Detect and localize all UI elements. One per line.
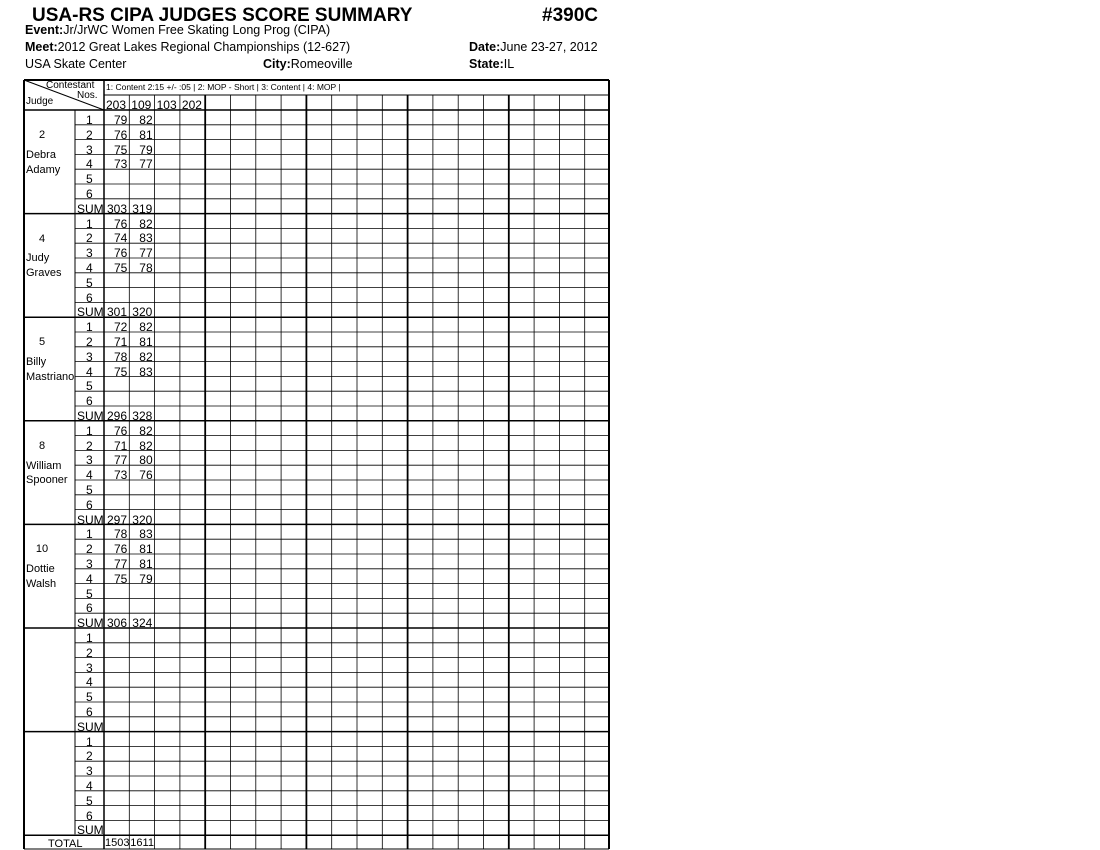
criteria-row-number: 5 — [86, 793, 93, 808]
judge-number: 4 — [38, 232, 46, 245]
judge-last-name: Walsh — [26, 578, 57, 591]
criteria-row-number: 3 — [86, 142, 93, 157]
score-value: 77 — [114, 453, 128, 468]
criteria-row-number: 5 — [86, 586, 93, 601]
criteria-row-number: 1 — [86, 320, 93, 335]
criteria-row-number: 6 — [86, 290, 93, 305]
sum-value: 324 — [132, 616, 153, 631]
criteria-row-number: 5 — [86, 690, 93, 705]
contestant-number: 202 — [181, 98, 202, 112]
sum-label: SUM — [77, 823, 104, 838]
judge-info — [26, 232, 61, 282]
score-value: 82 — [139, 320, 153, 335]
total-value: 1611 — [130, 837, 154, 850]
judge-first-name: William — [26, 459, 62, 472]
judge-info — [26, 335, 74, 385]
event-label: Event: — [25, 23, 64, 37]
criteria-row-number: 1 — [86, 113, 93, 127]
venue: USA Skate Center — [25, 57, 127, 71]
criteria-row-number: 1 — [86, 423, 93, 438]
score-value: 76 — [114, 246, 128, 261]
judge-info — [26, 128, 60, 178]
sum-label: SUM — [77, 719, 104, 734]
date-label: Date: — [469, 40, 501, 54]
criteria-row-number: 3 — [86, 557, 93, 571]
score-value: 81 — [139, 557, 153, 571]
score-value: 83 — [139, 231, 153, 246]
sum-label: SUM — [77, 616, 104, 631]
sum-value: 297 — [107, 512, 128, 527]
score-value: 77 — [139, 157, 153, 172]
sum-value: 319 — [132, 201, 153, 216]
sum-value: 320 — [132, 512, 153, 527]
criteria-row-number: 1 — [86, 734, 93, 749]
score-value: 82 — [139, 216, 153, 231]
score-value: 71 — [114, 335, 128, 349]
criteria-row-number: 3 — [86, 453, 93, 468]
criteria-row-number: 2 — [86, 438, 93, 453]
state-label: State: — [469, 57, 504, 71]
criteria-row-number: 2 — [86, 335, 93, 349]
sum-value: 296 — [107, 409, 128, 423]
score-value: 78 — [114, 349, 128, 364]
score-value: 73 — [114, 468, 128, 483]
score-value: 75 — [114, 142, 128, 157]
score-value: 83 — [139, 527, 153, 542]
score-value: 82 — [139, 113, 153, 127]
sum-label: SUM — [77, 305, 104, 320]
date-value: June 23-27, 2012 — [500, 40, 598, 54]
criteria-row-number: 6 — [86, 187, 93, 201]
score-value: 82 — [139, 349, 153, 364]
sum-value: 306 — [107, 616, 128, 631]
judge-number: 5 — [38, 336, 46, 349]
judge-first-name: Billy — [26, 356, 47, 369]
criteria-row-number: 1 — [86, 631, 93, 645]
total-label: TOTAL — [48, 838, 83, 850]
judge-label: Judge — [26, 96, 54, 107]
criteria-row-number: 5 — [86, 483, 93, 497]
criteria-row-number: 2 — [86, 645, 93, 660]
judge-last-name: Graves — [26, 267, 62, 280]
criteria-row-number: 6 — [86, 601, 93, 616]
score-value: 75 — [114, 364, 128, 379]
score-value: 79 — [139, 142, 153, 157]
score-value: 76 — [114, 423, 128, 438]
judge-last-name: Mastriano — [26, 370, 75, 383]
score-value: 77 — [139, 246, 153, 261]
score-value: 73 — [114, 157, 128, 172]
nos-label: Nos. — [77, 90, 98, 101]
judge-first-name: Dottie — [26, 563, 55, 576]
criteria-row-number: 3 — [86, 660, 93, 675]
score-value: 72 — [114, 320, 128, 335]
score-value: 82 — [139, 438, 153, 453]
criteria-row-number: 4 — [86, 261, 93, 275]
score-value: 78 — [139, 261, 153, 275]
criteria-row-number: 3 — [86, 349, 93, 364]
contestant-number: 103 — [156, 98, 177, 112]
sum-value: 328 — [132, 409, 153, 423]
criteria-row-number: 6 — [86, 394, 93, 409]
sum-label: SUM — [77, 409, 104, 423]
criteria-row-number: 6 — [86, 497, 93, 512]
score-value: 75 — [114, 261, 128, 275]
criteria-legend: 1: Content 2:15 +/- :05 | 2: MOP - Short | 3: Content | 4: MOP | — [106, 82, 341, 92]
sum-value: 301 — [107, 305, 128, 320]
judge-first-name: Judy — [26, 252, 50, 265]
criteria-row-number: 2 — [86, 749, 93, 764]
judge-info — [26, 542, 58, 592]
criteria-row-number: 5 — [86, 275, 93, 290]
criteria-row-number: 3 — [86, 246, 93, 261]
criteria-row-number: 6 — [86, 808, 93, 823]
score-value: 79 — [139, 571, 153, 586]
score-value: 75 — [114, 571, 128, 586]
state-value: IL — [503, 57, 515, 71]
criteria-row-number: 6 — [86, 705, 93, 719]
sum-label: SUM — [77, 201, 104, 216]
city-value: Romeoville — [290, 57, 353, 71]
criteria-row-number: 4 — [86, 779, 93, 793]
criteria-row-number: 4 — [86, 675, 93, 690]
score-value: 76 — [139, 468, 153, 483]
total-value: 1503 — [105, 837, 130, 850]
score-value: 74 — [114, 231, 128, 246]
criteria-row-number: 4 — [86, 571, 93, 586]
criteria-row-number: 2 — [86, 542, 93, 557]
score-value: 77 — [114, 557, 128, 571]
meet-label: Meet: — [25, 40, 58, 54]
sum-value: 320 — [132, 305, 153, 320]
score-value: 81 — [139, 335, 153, 349]
event-value: Jr/JrWC Women Free Skating Long Prog (CIPA) — [63, 23, 331, 37]
judge-last-name: Adamy — [26, 163, 61, 176]
judge-info — [26, 439, 68, 489]
score-value: 76 — [114, 216, 128, 231]
sum-value: 303 — [107, 201, 128, 216]
contestant-number: 203 — [106, 98, 127, 112]
judge-number: 8 — [38, 439, 46, 452]
score-value: 80 — [139, 453, 153, 468]
criteria-row-number: 2 — [86, 127, 93, 142]
score-value: 76 — [114, 127, 128, 142]
judge-last-name: Spooner — [26, 474, 68, 487]
criteria-row-number: 3 — [86, 764, 93, 779]
criteria-row-number: 5 — [86, 379, 93, 394]
document-title: USA-RS CIPA JUDGES SCORE SUMMARY — [32, 5, 413, 26]
form-number: #390C — [542, 5, 598, 26]
contestant-number: 109 — [131, 98, 152, 112]
score-value: 79 — [114, 113, 128, 127]
score-value: 81 — [139, 542, 153, 557]
judge-number: 10 — [35, 543, 49, 556]
criteria-row-number: 1 — [86, 216, 93, 231]
criteria-row-number: 4 — [86, 157, 93, 172]
score-value: 82 — [139, 423, 153, 438]
score-value: 81 — [139, 127, 153, 142]
contestant-label: Contestant — [46, 80, 95, 91]
meet-value: 2012 Great Lakes Regional Championships (12-627) — [57, 40, 351, 54]
judge-number: 2 — [38, 129, 46, 141]
score-value: 83 — [139, 364, 153, 379]
city-label: City: — [263, 57, 291, 71]
criteria-row-number: 1 — [86, 527, 93, 542]
score-value: 71 — [114, 438, 128, 453]
criteria-row-number: 4 — [86, 468, 93, 483]
judge-first-name: Debra — [26, 148, 56, 161]
sum-label: SUM — [77, 512, 104, 527]
score-value: 76 — [114, 542, 128, 557]
criteria-row-number: 5 — [86, 172, 93, 187]
score-value: 78 — [114, 527, 128, 542]
criteria-row-number: 4 — [86, 364, 93, 379]
criteria-row-number: 2 — [86, 231, 93, 246]
